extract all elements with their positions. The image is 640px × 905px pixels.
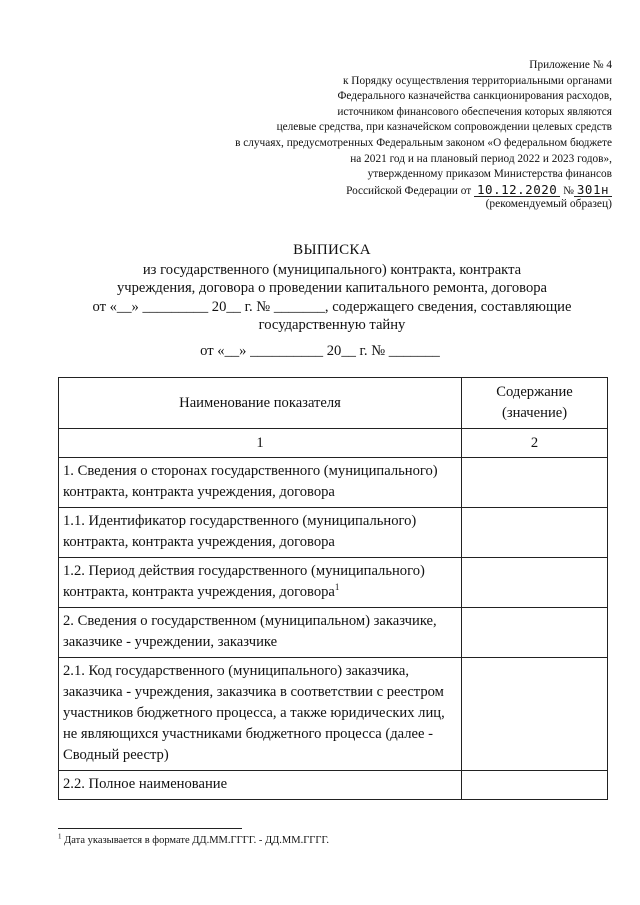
indicator-value — [462, 458, 608, 508]
indicator-name: 2. Сведения о государственном (муниципальном) заказчике, заказчике - учреждении, заказчике — [59, 608, 462, 658]
indicator-value — [462, 658, 608, 771]
indicator-name: 2.2. Полное наименование — [59, 771, 462, 800]
appendix-order-line — [152, 183, 612, 200]
header-indicator-name: Наименование показателя — [59, 378, 462, 429]
appendix-line: источником финансового обеспечения которых являются — [337, 105, 612, 118]
footnote-text: Дата указывается в формате ДД.ММ.ГГГГ. - ДД.ММ.ГГГГ. — [64, 835, 329, 846]
appendix-line: целевые средства, при казначейском сопровождении целевых средств — [276, 121, 612, 134]
appendix-line: в случаях, предусмотренных Федеральным законом «О федеральном бюджете — [235, 136, 612, 149]
appendix-line: на 2021 год и на плановый период 2022 и 2023 годов», — [350, 152, 612, 165]
order-number-label: № — [563, 184, 574, 197]
footnote-mark: 1 — [58, 832, 62, 841]
appendix-header — [152, 58, 612, 199]
table-row — [59, 771, 608, 800]
appendix-order-prefix: Российской Федерации от — [346, 184, 472, 197]
table-row — [59, 508, 608, 558]
document-title — [58, 241, 606, 335]
appendix-line: Федерального казначейства санкционирования расходов, — [337, 90, 612, 103]
order-date: 10.12.2020 — [474, 183, 560, 197]
indicator-name-cell — [59, 558, 462, 608]
order-number: 301н — [574, 183, 612, 197]
indicator-name: 1. Сведения о сторонах государственного (муниципального) контракта, контракта учреждения, договора — [59, 458, 462, 508]
sample-note: (рекомендуемый образец) — [485, 198, 612, 210]
indicator-value — [462, 608, 608, 658]
indicator-name: 1.1. Идентификатор государственного (муниципального) контракта, контракта учреждения, договора — [59, 508, 462, 558]
indicator-value — [462, 558, 608, 608]
table-row — [59, 608, 608, 658]
indicator-name: 2.1. Код государственного (муниципального) заказчика, заказчика - учреждения, заказчика в соответствии с реестром участников бюджетного процесса, а также юридических лиц, не являющихся участниками бюджетного процесса (далее - Сводный реестр) — [59, 658, 462, 771]
indicator-name: 1.2. Период действия государственного (муниципального) контракта, контракта учреждения, договора — [63, 563, 425, 600]
footnote-mark: 1 — [334, 582, 340, 593]
appendix-line: Приложение № 4 — [529, 59, 612, 71]
table-row — [59, 458, 608, 508]
table-number-row — [59, 429, 608, 458]
footnote-divider — [58, 828, 242, 829]
table-row — [59, 558, 608, 608]
table-row — [59, 658, 608, 771]
column-number: 2 — [462, 429, 608, 458]
column-number: 1 — [59, 429, 462, 458]
indicator-value — [462, 771, 608, 800]
appendix-line: к Порядку осуществления территориальными органами — [342, 74, 612, 87]
title-heading: ВЫПИСКА — [293, 242, 371, 258]
indicators-table — [58, 377, 608, 800]
date-number-line: от «__» __________ 20__ г. № _______ — [200, 343, 440, 359]
title-line: государственную тайну — [258, 317, 406, 333]
title-line: учреждения, договора о проведении капитального ремонта, договора — [116, 280, 548, 296]
appendix-line: утвержденному приказом Министерства финансов — [367, 168, 612, 181]
title-line: от «__» _________ 20__ г. № _______, содержащего сведения, составляющие — [92, 298, 572, 315]
table-header-row — [59, 378, 608, 429]
footnote — [58, 832, 329, 846]
header-content-value: Содержание (значение) — [462, 378, 608, 429]
title-line: из государственного (муниципального) контракта, контракта — [142, 261, 522, 278]
indicator-value — [462, 508, 608, 558]
